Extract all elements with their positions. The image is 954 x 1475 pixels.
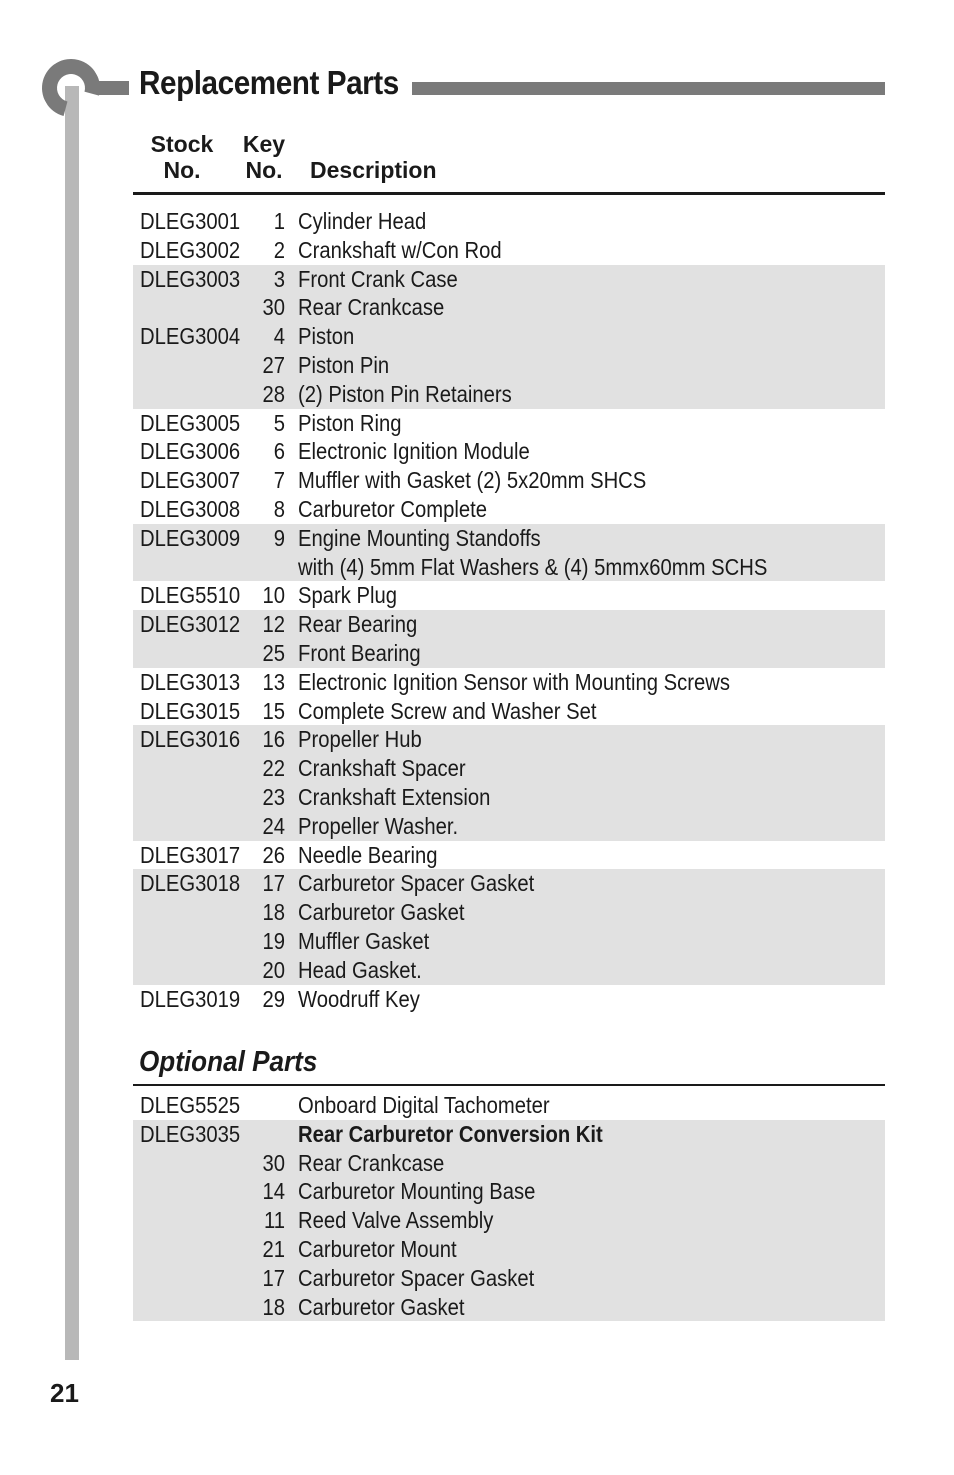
description: Muffler with Gasket (2) 5x20mm SHCS xyxy=(298,467,647,494)
description: Complete Screw and Washer Set xyxy=(298,697,597,724)
table-row xyxy=(133,1264,885,1293)
description: Piston xyxy=(298,323,355,350)
stock-number: DLEG3019 xyxy=(140,985,241,1012)
stock-number: DLEG3009 xyxy=(140,524,241,551)
header-rule xyxy=(133,192,885,195)
description: Engine Mounting Standoffs xyxy=(298,524,541,551)
stock-number: DLEG3007 xyxy=(140,467,241,494)
stock-number: DLEG3035 xyxy=(140,1120,241,1147)
stock-number: DLEG3005 xyxy=(140,409,241,436)
description: Carburetor Gasket xyxy=(298,1293,465,1320)
key-number: 18 xyxy=(262,1293,285,1320)
key-number: 19 xyxy=(262,927,285,954)
stock-number: DLEG3018 xyxy=(140,870,241,897)
stock-number: DLEG3015 xyxy=(140,697,241,724)
table-row xyxy=(133,1120,885,1149)
optional-parts-title: Optional Parts xyxy=(139,1046,318,1078)
description: Carburetor Spacer Gasket xyxy=(298,870,535,897)
key-number: 26 xyxy=(262,841,285,868)
table-row xyxy=(133,956,885,985)
description: Head Gasket. xyxy=(298,956,422,983)
key-number: 2 xyxy=(273,236,285,263)
key-number: 9 xyxy=(273,524,285,551)
table-row xyxy=(133,207,885,236)
table-row xyxy=(133,754,885,783)
table-row xyxy=(133,869,885,898)
description: Rear Carburetor Conversion Kit xyxy=(298,1120,603,1147)
description: Spark Plug xyxy=(298,582,398,609)
key-number: 12 xyxy=(262,611,285,638)
stock-number: DLEG3002 xyxy=(140,236,241,263)
stock-number: DLEG3017 xyxy=(140,841,241,868)
table-row xyxy=(133,466,885,495)
description: Crankshaft Spacer xyxy=(298,755,466,782)
key-number: 15 xyxy=(262,697,285,724)
table-row xyxy=(133,351,885,380)
page-number: 21 xyxy=(50,1378,79,1408)
table-row xyxy=(133,985,885,1014)
description: Piston Ring xyxy=(298,409,402,436)
key-number: 28 xyxy=(262,380,285,407)
table-row xyxy=(133,524,885,553)
table-row xyxy=(133,725,885,754)
description: Carburetor Mounting Base xyxy=(298,1178,536,1205)
description: Front Crank Case xyxy=(298,265,458,292)
description: Carburetor Spacer Gasket xyxy=(298,1264,535,1291)
table-row xyxy=(133,495,885,524)
description: Crankshaft w/Con Rod xyxy=(298,236,502,263)
hook-connector xyxy=(97,81,129,95)
key-number: 16 xyxy=(262,726,285,753)
table-row xyxy=(133,265,885,294)
table-row xyxy=(133,1149,885,1178)
description: Front Bearing xyxy=(298,639,421,666)
table-row xyxy=(133,927,885,956)
column-header-stock xyxy=(140,131,224,183)
key-number: 11 xyxy=(263,1207,285,1234)
stock-number: DLEG3006 xyxy=(140,438,241,465)
description: Carburetor Mount xyxy=(298,1235,457,1262)
description: Propeller Hub xyxy=(298,726,422,753)
key-number: 10 xyxy=(262,582,285,609)
key-number: 3 xyxy=(273,265,285,292)
stock-number: DLEG3013 xyxy=(140,668,241,695)
table-row xyxy=(133,409,885,438)
table-row xyxy=(133,322,885,351)
key-number: 6 xyxy=(273,438,285,465)
key-number: 13 xyxy=(262,668,285,695)
table-row xyxy=(133,1091,885,1120)
description: Needle Bearing xyxy=(298,841,438,868)
stock-number: DLEG3001 xyxy=(140,208,241,234)
key-number: 29 xyxy=(262,985,285,1012)
stock-number: DLEG5525 xyxy=(140,1092,241,1118)
optional-rule xyxy=(133,1084,885,1086)
margin-bar xyxy=(65,86,79,1360)
description: Muffler Gasket xyxy=(298,927,430,954)
key-number: 23 xyxy=(262,783,285,810)
page-title: Replacement Parts xyxy=(139,64,399,101)
description: Carburetor Gasket xyxy=(298,899,465,926)
description: with (4) 5mm Flat Washers & (4) 5mmx60mm SCHS xyxy=(298,553,768,580)
stock-number: DLEG3008 xyxy=(140,495,241,522)
table-row xyxy=(133,841,885,870)
column-header-key-label: Key No. xyxy=(242,131,286,183)
key-number: 30 xyxy=(262,1149,285,1176)
title-rule xyxy=(412,82,885,95)
description: Electronic Ignition Sensor with Mounting Screws xyxy=(298,668,730,695)
table-row xyxy=(133,293,885,322)
table-row xyxy=(133,553,885,582)
key-number: 14 xyxy=(262,1178,285,1205)
replacement-parts-table xyxy=(133,207,885,1013)
description: Propeller Washer. xyxy=(298,812,459,839)
table-row xyxy=(133,898,885,927)
key-number: 18 xyxy=(262,899,285,926)
key-number: 21 xyxy=(262,1235,285,1262)
stock-number: DLEG3016 xyxy=(140,726,241,753)
description: Woodruff Key xyxy=(298,985,420,1012)
description: Onboard Digital Tachometer xyxy=(298,1092,550,1118)
table-row xyxy=(133,639,885,668)
description: Electronic Ignition Module xyxy=(298,438,530,465)
description: Cylinder Head xyxy=(298,208,427,234)
table-row xyxy=(133,812,885,841)
key-number: 5 xyxy=(273,409,285,436)
key-number: 30 xyxy=(262,294,285,321)
key-number: 1 xyxy=(273,208,285,234)
key-number: 17 xyxy=(262,870,285,897)
table-row xyxy=(133,1293,885,1322)
description: Reed Valve Assembly xyxy=(298,1207,494,1234)
column-header-key xyxy=(240,131,288,183)
description: Piston Pin xyxy=(298,351,390,378)
table-row xyxy=(133,610,885,639)
description: Rear Crankcase xyxy=(298,1149,445,1176)
description: Crankshaft Extension xyxy=(298,783,491,810)
stock-number: DLEG3004 xyxy=(140,323,241,350)
table-row xyxy=(133,581,885,610)
key-number: 27 xyxy=(262,351,285,378)
key-number: 22 xyxy=(262,755,285,782)
stock-number: DLEG3003 xyxy=(140,265,241,292)
table-row xyxy=(133,668,885,697)
table-row xyxy=(133,236,885,265)
stock-number: DLEG3012 xyxy=(140,611,241,638)
table-row xyxy=(133,380,885,409)
description: (2) Piston Pin Retainers xyxy=(298,380,512,407)
key-number: 8 xyxy=(273,495,285,522)
column-header-stock-label: Stock No. xyxy=(150,131,214,183)
description: Rear Bearing xyxy=(298,611,418,638)
table-row xyxy=(133,1235,885,1264)
table-row xyxy=(133,1206,885,1235)
column-header-description: Description xyxy=(310,157,437,183)
key-number: 20 xyxy=(262,956,285,983)
key-number: 7 xyxy=(273,467,285,494)
key-number: 24 xyxy=(262,812,285,839)
table-row xyxy=(133,1177,885,1206)
key-number: 4 xyxy=(273,323,285,350)
key-number: 17 xyxy=(262,1264,285,1291)
optional-parts-table xyxy=(133,1091,885,1321)
stock-number: DLEG5510 xyxy=(140,582,241,609)
key-number: 25 xyxy=(262,639,285,666)
table-row xyxy=(133,697,885,726)
table-row xyxy=(133,783,885,812)
description: Rear Crankcase xyxy=(298,294,445,321)
table-row xyxy=(133,437,885,466)
description: Carburetor Complete xyxy=(298,495,487,522)
